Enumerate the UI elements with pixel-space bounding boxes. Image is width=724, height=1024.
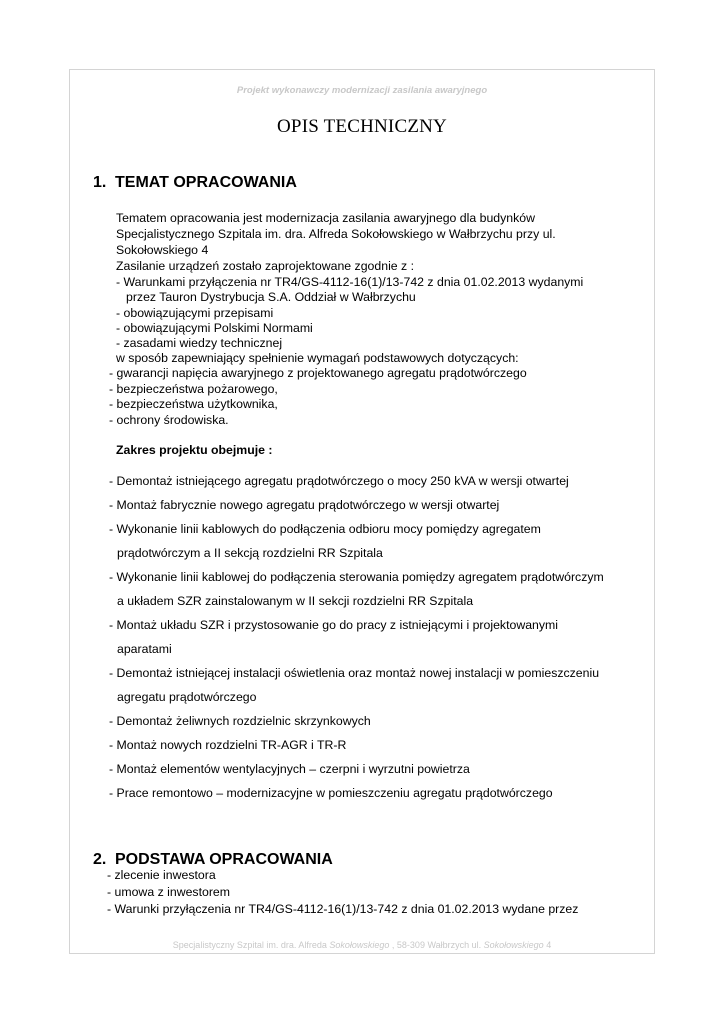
scope-heading: Zakres projektu obejmuje :: [116, 443, 273, 457]
scope-item-continued: agregatu prądotwórczego: [117, 690, 257, 704]
scope-item: - Demontaż istniejącego agregatu prądotwórczego o mocy 250 kVA w wersji otwartej: [109, 474, 569, 488]
scope-item-continued: aparatami: [117, 642, 172, 656]
footer-text: Sokołowskiego: [329, 940, 390, 950]
scope-item: - Montaż nowych rozdzielni TR-AGR i TR-R: [109, 738, 347, 752]
body-line: - bezpieczeństwa pożarowego,: [109, 382, 278, 396]
body-line: - gwarancji napięcia awaryjnego z projektowanego agregatu prądotwórczego: [109, 366, 527, 380]
body-line: - Warunkami przyłączenia nr TR4/GS-4112-16(1)/13-742 z dnia 01.02.2013 wydanymi: [116, 275, 584, 289]
body-line: - umowa z inwestorem: [107, 885, 231, 899]
scope-item: - Montaż układu SZR i przystosowanie go do pracy z istniejącymi i projektowanymi: [109, 618, 559, 632]
footer-text: , 58-309 Wałbrzych ul.: [389, 940, 484, 950]
section-2-heading: [93, 851, 333, 869]
scope-item: - Demontaż istniejącej instalacji oświetlenia oraz montaż nowej instalacji w pomieszczeniu: [109, 666, 600, 680]
page-header: Projekt wykonawczy modernizacji zasilania awaryjnego: [236, 85, 488, 96]
scope-item: - Prace remontowo – modernizacyjne w pomieszczeniu agregatu prądotwórczego: [109, 786, 553, 800]
scope-item: - Wykonanie linii kablowej do podłączenia sterowania pomiędzy agregatem prądotwórczym: [109, 570, 604, 584]
section-1-heading: [93, 174, 297, 192]
body-line: przez Tauron Dystrybucja S.A. Oddział w Wałbrzychu: [126, 290, 416, 304]
scope-item: - Demontaż żeliwnych rozdzielnic skrzynkowych: [109, 714, 371, 728]
page-footer: [0, 940, 724, 950]
scope-item: - Wykonanie linii kablowych do podłączenia odbioru mocy pomiędzy agregatem: [109, 522, 541, 536]
scope-item-continued: prądotwórczym a II sekcją rozdzielni RR Szpitala: [117, 546, 383, 560]
body-line: - zasadami wiedzy technicznej: [116, 336, 283, 350]
body-line: - zlecenie inwestora: [107, 868, 216, 882]
footer-text: 4: [543, 940, 552, 950]
section-1-title: TEMAT OPRACOWANIA: [115, 174, 297, 191]
scope-item: - Montaż elementów wentylacyjnych – czerpni i wyrzutni powietrza: [109, 762, 470, 776]
body-line: - obowiązującymi przepisami: [116, 306, 274, 320]
body-line: - ochrony środowiska.: [109, 413, 229, 427]
body-line: - obowiązującymi Polskimi Normami: [116, 321, 313, 335]
body-line: - bezpieczeństwa użytkownika,: [109, 397, 278, 411]
section-2-title: PODSTAWA OPRACOWANIA: [115, 851, 333, 868]
body-line: Sokołowskiego 4: [116, 243, 209, 257]
body-line: - Warunki przyłączenia nr TR4/GS-4112-16(1)/13-742 z dnia 01.02.2013 wydane przez: [107, 902, 579, 916]
footer-text: Sokołowskiego: [483, 940, 544, 950]
section-1-number: 1.: [93, 174, 107, 191]
section-2-number: 2.: [93, 851, 107, 868]
body-line: w sposób zapewniający spełnienie wymagań podstawowych dotyczących:: [116, 351, 519, 365]
body-line: Specjalistycznego Szpitala im. dra. Alfreda Sokołowskiego w Wałbrzychu przy ul.: [116, 227, 556, 241]
body-line: Zasilanie urządzeń zostało zaprojektowane zgodnie z :: [116, 259, 415, 273]
body-line: Tematem opracowania jest modernizacja zasilania awaryjnego dla budynków: [116, 211, 536, 225]
scope-item-continued: a układem SZR zainstalowanym w II sekcji rozdzielni RR Szpitala: [117, 594, 474, 608]
scope-item: - Montaż fabrycznie nowego agregatu prądotwórczego w wersji otwartej: [109, 498, 500, 512]
footer-text: Specjalistyczny Szpital im. dra. Alfreda: [172, 940, 330, 950]
document-title: OPIS TECHNICZNY: [277, 116, 447, 137]
